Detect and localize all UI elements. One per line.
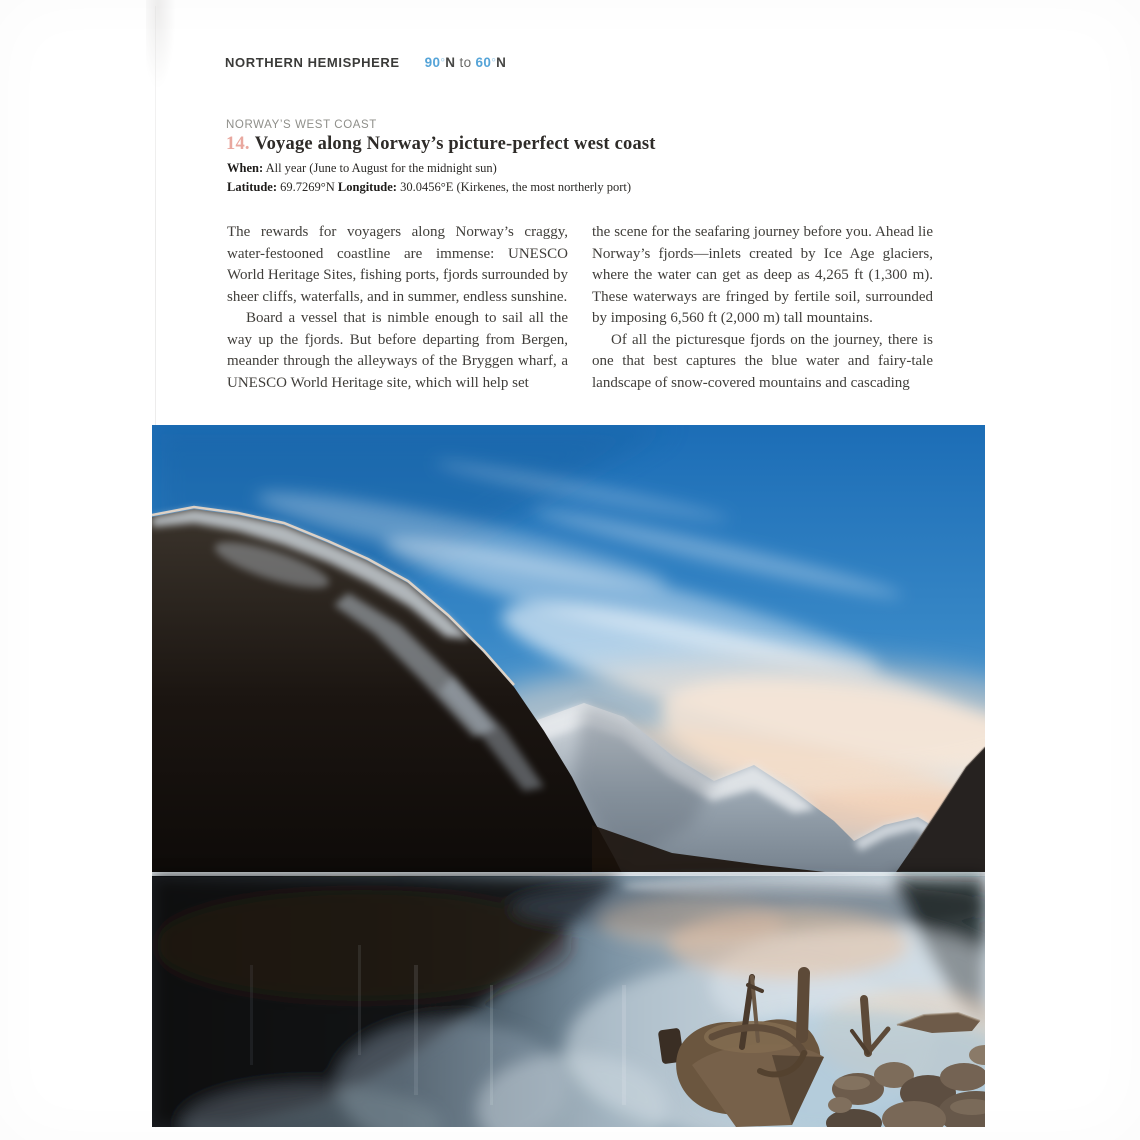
fjord-photo-illustration <box>152 425 985 1127</box>
range-connector: to <box>459 55 472 70</box>
entry-title <box>226 134 656 155</box>
latitude-range <box>425 55 507 70</box>
range-to-value: 60 <box>475 55 492 70</box>
page-corner-shadow <box>146 0 176 90</box>
when-label: When: <box>227 161 264 175</box>
range-to-direction: N <box>496 55 507 70</box>
degree-symbol: ° <box>440 57 446 69</box>
when-value: All year (June to August for the midnight sun) <box>265 161 497 175</box>
when-line <box>227 161 497 176</box>
section-eyebrow: NORWAY’S WEST COAST <box>226 119 377 131</box>
coordinates-line <box>227 180 631 195</box>
range-from-direction: N <box>445 55 456 70</box>
entry-number: 14. <box>226 134 250 154</box>
paragraph: Board a vessel that is nimble enough to sail all the way up the fjords. But before departing from Bergen, meander through the alleyways of the Bryggen wharf, a UNESCO World Heritage site, which will help set <box>227 310 568 391</box>
latitude-label: Latitude: <box>227 180 277 194</box>
latitude-value: 69.7269°N <box>280 180 335 194</box>
longitude-label: Longitude: <box>337 180 397 194</box>
article-body <box>227 222 933 394</box>
degree-symbol: ° <box>491 57 497 69</box>
paragraph: The rewards for voyagers along Norway’s craggy, water-festooned coastline are immense: UNESCO World Heritage Sites, fishing ports, fjords surrounded by sheer cliffs, waterfalls, and in summer, endless sunshine. <box>227 224 568 305</box>
longitude-value: 30.0456°E (Kirkenes, the most northerly port) <box>400 180 632 194</box>
hemisphere-label: NORTHERN HEMISPHERE <box>225 55 400 70</box>
left-column <box>227 222 568 394</box>
entry-title-text: Voyage along Norway’s picture-perfect west coast <box>254 134 656 154</box>
paragraph: Of all the picturesque fjords on the journey, there is one that best captures the blue water and fairy-tale landscape of snow-covered mountains and cascading <box>592 331 933 391</box>
paragraph: the scene for the seafaring journey before you. Ahead lie Norway’s fjords—inlets created by Ice Age glaciers, where the water can get as deep as 4,265 ft (1,300 m). These waterways are fringed by fertile soil, surrounded by imposing 6,560 ft (2,000 m) tall mountains. <box>592 224 933 326</box>
fjord-photo <box>152 425 985 1127</box>
running-header <box>225 55 506 70</box>
right-column <box>592 222 933 394</box>
range-from-value: 90 <box>424 55 441 70</box>
